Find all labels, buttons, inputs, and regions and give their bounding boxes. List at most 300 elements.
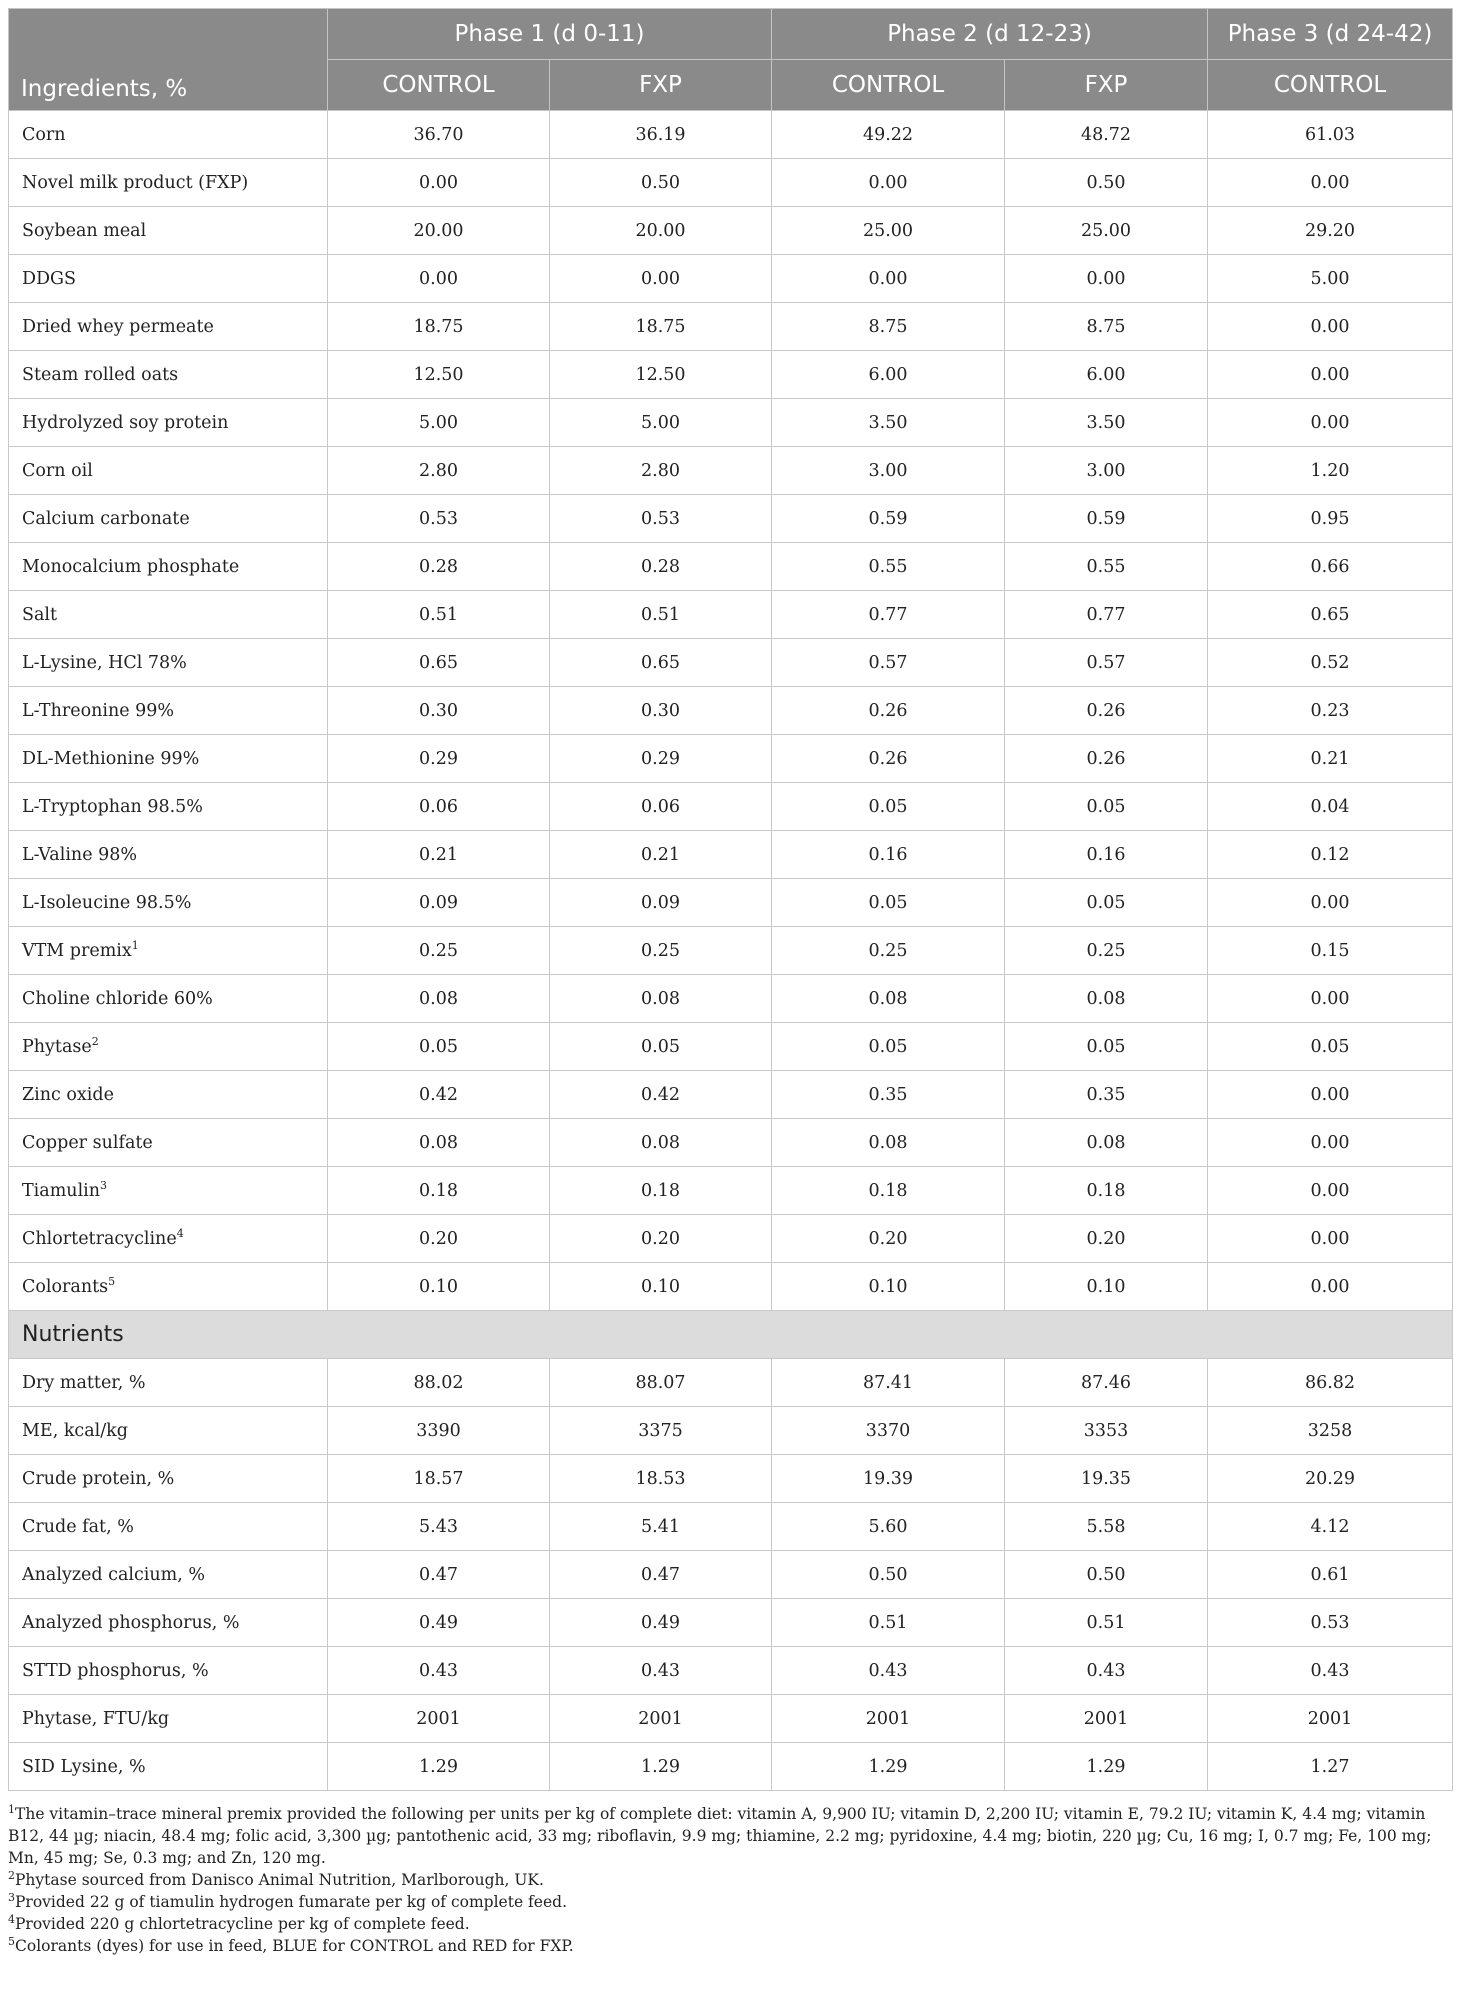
row-label: [9, 351, 328, 399]
row-label: [9, 303, 328, 351]
footnote-marker: 4: [176, 1226, 184, 1240]
table-cell: 0.09: [550, 879, 772, 927]
treatment-header: FXP: [550, 60, 772, 111]
row-label-text: Choline chloride 60%: [22, 988, 213, 1009]
row-label-text: ME, kcal/kg: [22, 1420, 128, 1441]
row-label-text: STTD phosphorus, %: [22, 1660, 209, 1681]
row-label: [9, 1695, 328, 1743]
treatment-header: CONTROL: [1208, 60, 1453, 111]
table-cell: 0.52: [1208, 639, 1453, 687]
table-cell: 18.53: [550, 1455, 772, 1503]
table-cell: 0.00: [1208, 1263, 1453, 1311]
row-label: [9, 975, 328, 1023]
table-cell: 0.05: [772, 1023, 1005, 1071]
footnote-text: Provided 220 g chlortetracycline per kg of complete feed.: [15, 1915, 470, 1933]
footnote: [8, 1935, 1452, 1957]
table-row: [9, 1215, 1453, 1263]
table-cell: 0.66: [1208, 543, 1453, 591]
row-label: [9, 927, 328, 975]
table-cell: 0.51: [328, 591, 550, 639]
table-cell: 0.55: [772, 543, 1005, 591]
row-label: [9, 159, 328, 207]
table-cell: 3375: [550, 1407, 772, 1455]
footnote: [8, 1891, 1452, 1913]
table-row: [9, 399, 1453, 447]
table-cell: 0.04: [1208, 783, 1453, 831]
table-cell: 0.50: [772, 1551, 1005, 1599]
table-cell: 0.05: [328, 1023, 550, 1071]
table-cell: 25.00: [772, 207, 1005, 255]
table-cell: 0.18: [550, 1167, 772, 1215]
table-cell: 0.05: [772, 783, 1005, 831]
table-cell: 5.58: [1005, 1503, 1208, 1551]
table-cell: 0.55: [1005, 543, 1208, 591]
row-label: [9, 447, 328, 495]
table-cell: 0.77: [1005, 591, 1208, 639]
table-cell: 20.00: [550, 207, 772, 255]
row-label: [9, 1167, 328, 1215]
table-cell: 25.00: [1005, 207, 1208, 255]
table-cell: 2001: [1208, 1695, 1453, 1743]
table-cell: 0.51: [1005, 1599, 1208, 1647]
table-cell: 0.00: [772, 159, 1005, 207]
footnote-text: The vitamin–trace mineral premix provided the following per units per kg of complete diet: vitamin A, 9,900 IU; vitamin D, 2,200 IU; vitamin E, 79.2 IU; vitamin K, 4.4 mg; vitamin B12, 44 µg; niacin, 48.4 mg; folic acid, 3,300 µg; pantothenic acid, 33 mg; riboflavin, 9.9 mg; thiamine, 2.2 mg; pyridoxine, 4.4 mg; biotin, 220 µg; Cu, 16 mg; I, 0.7 mg; Fe, 100 mg; Mn, 45 mg; Se, 0.3 mg; and Zn, 120 mg.: [8, 1805, 1432, 1867]
table-cell: 0.42: [328, 1071, 550, 1119]
treatment-header: FXP: [1005, 60, 1208, 111]
table-cell: 0.57: [1005, 639, 1208, 687]
table-cell: 0.08: [772, 1119, 1005, 1167]
row-label: [9, 1263, 328, 1311]
row-header-ingredients: Ingredients, %: [9, 9, 328, 111]
table-cell: 3.00: [1005, 447, 1208, 495]
row-label-text: Chlortetracycline: [22, 1228, 177, 1249]
table-cell: 20.00: [328, 207, 550, 255]
table-cell: 0.12: [1208, 831, 1453, 879]
table-cell: 2001: [1005, 1695, 1208, 1743]
table-cell: 0.59: [1005, 495, 1208, 543]
table-cell: 0.00: [1208, 1071, 1453, 1119]
table-cell: 5.41: [550, 1503, 772, 1551]
table-cell: 18.75: [328, 303, 550, 351]
table-cell: 0.00: [1208, 303, 1453, 351]
section-label: Nutrients: [9, 1311, 1453, 1359]
row-label-text: L-Tryptophan 98.5%: [22, 796, 203, 817]
table-cell: 0.00: [550, 255, 772, 303]
table-cell: 0.00: [1208, 1119, 1453, 1167]
table-cell: 0.26: [772, 687, 1005, 735]
table-cell: 0.43: [1005, 1647, 1208, 1695]
table-cell: 0.08: [328, 1119, 550, 1167]
table-cell: 0.05: [1208, 1023, 1453, 1071]
table-cell: 0.59: [772, 495, 1005, 543]
row-label-text: L-Threonine 99%: [22, 700, 175, 721]
table-cell: 0.25: [1005, 927, 1208, 975]
phase-1-header: Phase 1 (d 0-11): [328, 9, 772, 60]
table-cell: 0.30: [328, 687, 550, 735]
table-cell: 88.02: [328, 1359, 550, 1407]
table-cell: 0.23: [1208, 687, 1453, 735]
row-label-text: Corn: [22, 124, 66, 145]
row-label-text: DDGS: [22, 268, 77, 289]
table-cell: 0.10: [772, 1263, 1005, 1311]
table-cell: 0.49: [328, 1599, 550, 1647]
table-cell: 0.15: [1208, 927, 1453, 975]
table-cell: 0.53: [328, 495, 550, 543]
table-cell: 0.00: [1208, 159, 1453, 207]
row-label-text: SID Lysine, %: [22, 1756, 146, 1777]
table-cell: 3370: [772, 1407, 1005, 1455]
table-cell: 3353: [1005, 1407, 1208, 1455]
row-label-text: Analyzed calcium, %: [22, 1564, 206, 1585]
table-cell: 88.07: [550, 1359, 772, 1407]
table-row: [9, 1551, 1453, 1599]
row-label: [9, 735, 328, 783]
diet-composition-table: [8, 8, 1453, 1791]
table-cell: 0.20: [550, 1215, 772, 1263]
table-cell: 0.47: [550, 1551, 772, 1599]
table-row: [9, 495, 1453, 543]
row-label: [9, 207, 328, 255]
footnote: [8, 1913, 1452, 1935]
table-cell: 0.43: [328, 1647, 550, 1695]
table-body: [9, 111, 1453, 1791]
table-cell: 0.16: [1005, 831, 1208, 879]
row-label-text: Soybean meal: [22, 220, 147, 241]
table-cell: 0.50: [1005, 1551, 1208, 1599]
table-cell: 0.00: [1005, 255, 1208, 303]
row-label-text: DL-Methionine 99%: [22, 748, 200, 769]
table-cell: 0.21: [550, 831, 772, 879]
row-label-text: Analyzed phosphorus, %: [22, 1612, 240, 1633]
table-cell: 0.53: [550, 495, 772, 543]
row-label: [9, 1119, 328, 1167]
row-label-text: Crude fat, %: [22, 1516, 134, 1537]
table-row: [9, 351, 1453, 399]
row-label: [9, 831, 328, 879]
table-row: [9, 1647, 1453, 1695]
table-cell: 2001: [550, 1695, 772, 1743]
row-label: [9, 1647, 328, 1695]
table-cell: 0.08: [1005, 975, 1208, 1023]
row-label-text: Tiamulin: [22, 1180, 101, 1201]
row-label: [9, 687, 328, 735]
table-cell: 2.80: [550, 447, 772, 495]
table-cell: 48.72: [1005, 111, 1208, 159]
row-label-text: L-Lysine, HCl 78%: [22, 652, 187, 673]
table-row: [9, 1359, 1453, 1407]
table-row: [9, 303, 1453, 351]
row-label: [9, 399, 328, 447]
table-cell: 36.70: [328, 111, 550, 159]
table-cell: 0.08: [1005, 1119, 1208, 1167]
row-label: [9, 1551, 328, 1599]
table-cell: 0.26: [1005, 687, 1208, 735]
table-cell: 0.05: [1005, 1023, 1208, 1071]
table-row: [9, 1503, 1453, 1551]
table-row: [9, 783, 1453, 831]
row-label: [9, 1359, 328, 1407]
table-cell: 0.61: [1208, 1551, 1453, 1599]
table-cell: 3258: [1208, 1407, 1453, 1455]
table-cell: 0.53: [1208, 1599, 1453, 1647]
diet-composition-table-container: [8, 8, 1452, 1957]
table-cell: 0.49: [550, 1599, 772, 1647]
table-cell: 0.35: [1005, 1071, 1208, 1119]
row-label: [9, 1599, 328, 1647]
row-label-text: Phytase: [22, 1036, 92, 1057]
footnote-text: Phytase sourced from Danisco Animal Nutrition, Marlborough, UK.: [15, 1871, 544, 1889]
table-cell: 0.25: [550, 927, 772, 975]
table-cell: 3.00: [772, 447, 1005, 495]
row-label: [9, 1455, 328, 1503]
table-cell: 0.18: [328, 1167, 550, 1215]
footnote-number: 1: [8, 1802, 15, 1816]
row-label: [9, 783, 328, 831]
table-cell: 36.19: [550, 111, 772, 159]
table-cell: 0.30: [550, 687, 772, 735]
table-cell: 0.05: [1005, 879, 1208, 927]
row-label-text: Calcium carbonate: [22, 508, 190, 529]
table-cell: 5.00: [550, 399, 772, 447]
row-label-text: Hydrolyzed soy protein: [22, 412, 229, 433]
table-cell: 6.00: [1005, 351, 1208, 399]
row-label-text: Monocalcium phosphate: [22, 556, 240, 577]
table-cell: 19.39: [772, 1455, 1005, 1503]
table-row: [9, 1743, 1453, 1791]
row-label-text: Colorants: [22, 1276, 109, 1297]
table-cell: 0.21: [1208, 735, 1453, 783]
table-cell: 0.42: [550, 1071, 772, 1119]
row-label-text: Salt: [22, 604, 58, 625]
table-row: [9, 111, 1453, 159]
table-cell: 3390: [328, 1407, 550, 1455]
table-row: [9, 1263, 1453, 1311]
row-label: [9, 591, 328, 639]
footnote-marker: 5: [108, 1274, 116, 1288]
table-cell: 12.50: [550, 351, 772, 399]
footnote-marker: 2: [91, 1034, 99, 1048]
table-cell: 0.16: [772, 831, 1005, 879]
table-row: [9, 1071, 1453, 1119]
table-cell: 1.27: [1208, 1743, 1453, 1791]
table-cell: 0.08: [772, 975, 1005, 1023]
footnote-text: Colorants (dyes) for use in feed, BLUE for CONTROL and RED for FXP.: [15, 1937, 574, 1955]
table-cell: 20.29: [1208, 1455, 1453, 1503]
row-label: [9, 1071, 328, 1119]
table-cell: 0.65: [328, 639, 550, 687]
table-cell: 0.25: [328, 927, 550, 975]
table-cell: 87.46: [1005, 1359, 1208, 1407]
row-label: [9, 111, 328, 159]
row-label: [9, 543, 328, 591]
table-cell: 19.35: [1005, 1455, 1208, 1503]
table-cell: 0.57: [772, 639, 1005, 687]
table-cell: 2001: [772, 1695, 1005, 1743]
table-row: [9, 687, 1453, 735]
table-cell: 5.00: [1208, 255, 1453, 303]
table-cell: 8.75: [772, 303, 1005, 351]
table-cell: 0.20: [1005, 1215, 1208, 1263]
table-header: [9, 9, 1453, 111]
table-cell: 18.75: [550, 303, 772, 351]
table-row: [9, 927, 1453, 975]
table-cell: 0.26: [1005, 735, 1208, 783]
table-row: [9, 207, 1453, 255]
table-cell: 0.00: [1208, 399, 1453, 447]
table-cell: 6.00: [772, 351, 1005, 399]
table-cell: 0.00: [772, 255, 1005, 303]
table-cell: 0.06: [328, 783, 550, 831]
row-label: [9, 1503, 328, 1551]
treatment-header: CONTROL: [772, 60, 1005, 111]
table-cell: 0.08: [328, 975, 550, 1023]
table-cell: 8.75: [1005, 303, 1208, 351]
table-cell: 0.10: [328, 1263, 550, 1311]
footnote-number: 4: [8, 1912, 15, 1926]
table-cell: 0.28: [550, 543, 772, 591]
row-label-text: Zinc oxide: [22, 1084, 114, 1105]
table-cell: 2001: [328, 1695, 550, 1743]
table-row: [9, 975, 1453, 1023]
phase-3-header: Phase 3 (d 24-42): [1208, 9, 1453, 60]
table-cell: 0.43: [772, 1647, 1005, 1695]
table-cell: 0.95: [1208, 495, 1453, 543]
table-cell: 87.41: [772, 1359, 1005, 1407]
footnote-text: Provided 22 g of tiamulin hydrogen fumarate per kg of complete feed.: [15, 1893, 567, 1911]
table-cell: 0.10: [550, 1263, 772, 1311]
table-cell: 1.29: [328, 1743, 550, 1791]
row-label-text: L-Valine 98%: [22, 844, 138, 865]
row-label-text: Steam rolled oats: [22, 364, 179, 385]
row-label-text: Phytase, FTU/kg: [22, 1708, 170, 1729]
table-cell: 0.51: [550, 591, 772, 639]
table-row: [9, 1119, 1453, 1167]
row-label-text: Dried whey permeate: [22, 316, 214, 337]
table-cell: 0.09: [328, 879, 550, 927]
table-cell: 12.50: [328, 351, 550, 399]
footnote: [8, 1803, 1452, 1869]
table-cell: 5.60: [772, 1503, 1005, 1551]
table-cell: 0.50: [1005, 159, 1208, 207]
table-row: [9, 159, 1453, 207]
table-cell: 0.08: [550, 975, 772, 1023]
table-cell: 18.57: [328, 1455, 550, 1503]
row-label-text: VTM premix: [22, 940, 132, 961]
table-cell: 0.26: [772, 735, 1005, 783]
table-cell: 0.65: [550, 639, 772, 687]
table-cell: 0.21: [328, 831, 550, 879]
table-row: [9, 831, 1453, 879]
table-cell: 0.50: [550, 159, 772, 207]
table-row: [9, 735, 1453, 783]
table-cell: 1.29: [550, 1743, 772, 1791]
table-cell: 1.29: [1005, 1743, 1208, 1791]
table-cell: 1.20: [1208, 447, 1453, 495]
table-row: [9, 639, 1453, 687]
table-cell: 3.50: [772, 399, 1005, 447]
footnote-number: 2: [8, 1868, 15, 1882]
table-row: [9, 1455, 1453, 1503]
row-label: [9, 1215, 328, 1263]
table-cell: 0.43: [1208, 1647, 1453, 1695]
table-cell: 0.25: [772, 927, 1005, 975]
table-row: [9, 1167, 1453, 1215]
table-cell: 0.29: [550, 735, 772, 783]
table-row: [9, 447, 1453, 495]
table-cell: 3.50: [1005, 399, 1208, 447]
table-cell: 61.03: [1208, 111, 1453, 159]
footnote-number: 5: [8, 1934, 15, 1948]
table-row: [9, 879, 1453, 927]
row-label-text: Novel milk product (FXP): [22, 172, 249, 193]
footnote-marker: 3: [100, 1178, 108, 1192]
table-row: [9, 1023, 1453, 1071]
row-label: [9, 1407, 328, 1455]
row-label-text: Crude protein, %: [22, 1468, 175, 1489]
row-label: [9, 495, 328, 543]
table-cell: 1.29: [772, 1743, 1005, 1791]
footnote-number: 3: [8, 1890, 15, 1904]
table-cell: 0.00: [1208, 1167, 1453, 1215]
row-label-text: Copper sulfate: [22, 1132, 153, 1153]
table-cell: 0.00: [328, 255, 550, 303]
row-label-text: L-Isoleucine 98.5%: [22, 892, 192, 913]
row-label: [9, 255, 328, 303]
table-cell: 5.00: [328, 399, 550, 447]
table-cell: 0.00: [1208, 351, 1453, 399]
table-cell: 2.80: [328, 447, 550, 495]
phase-header-row: [9, 9, 1453, 60]
treatment-header: CONTROL: [328, 60, 550, 111]
table-cell: 4.12: [1208, 1503, 1453, 1551]
table-cell: 0.47: [328, 1551, 550, 1599]
table-cell: 0.35: [772, 1071, 1005, 1119]
table-cell: 0.20: [772, 1215, 1005, 1263]
table-cell: 0.06: [550, 783, 772, 831]
table-cell: 0.29: [328, 735, 550, 783]
row-label-text: Corn oil: [22, 460, 93, 481]
table-cell: 0.77: [772, 591, 1005, 639]
table-row: [9, 591, 1453, 639]
table-cell: 0.51: [772, 1599, 1005, 1647]
table-cell: 0.05: [1005, 783, 1208, 831]
table-cell: 0.05: [772, 879, 1005, 927]
table-cell: 29.20: [1208, 207, 1453, 255]
table-row: [9, 1695, 1453, 1743]
footnote: [8, 1869, 1452, 1891]
footnote-marker: 1: [131, 938, 139, 952]
table-row: [9, 543, 1453, 591]
table-row: [9, 255, 1453, 303]
table-cell: 0.00: [1208, 975, 1453, 1023]
section-row-nutrients: [9, 1311, 1453, 1359]
table-cell: 86.82: [1208, 1359, 1453, 1407]
row-label: [9, 879, 328, 927]
table-cell: 0.18: [772, 1167, 1005, 1215]
table-cell: 49.22: [772, 111, 1005, 159]
table-cell: 0.43: [550, 1647, 772, 1695]
footnotes: [8, 1803, 1452, 1957]
table-row: [9, 1599, 1453, 1647]
table-cell: 0.10: [1005, 1263, 1208, 1311]
table-cell: 0.08: [550, 1119, 772, 1167]
row-label: [9, 1743, 328, 1791]
row-label-text: Dry matter, %: [22, 1372, 146, 1393]
table-cell: 5.43: [328, 1503, 550, 1551]
row-label: [9, 1023, 328, 1071]
table-cell: 0.28: [328, 543, 550, 591]
table-cell: 0.05: [550, 1023, 772, 1071]
